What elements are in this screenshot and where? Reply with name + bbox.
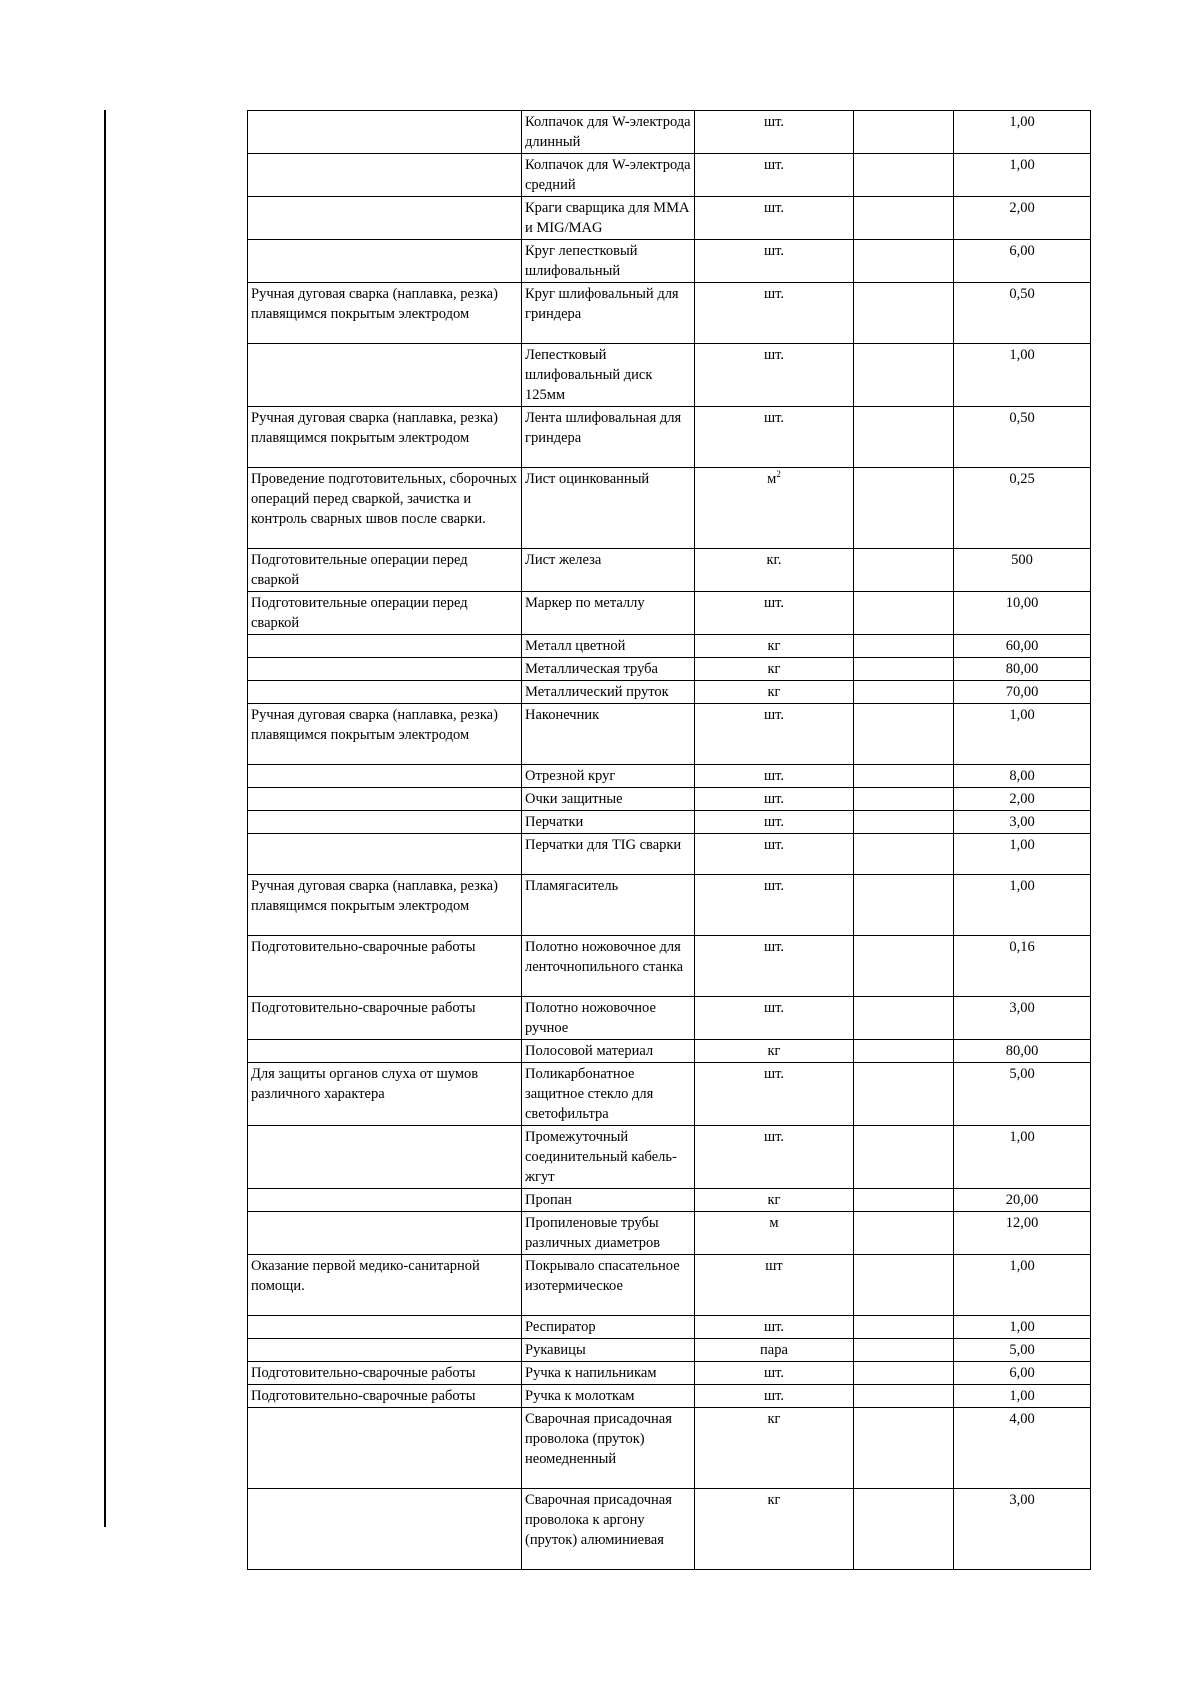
material-name-cell: Лист оцинкованный (522, 468, 695, 549)
table-row (248, 681, 1091, 704)
unit-cell (695, 154, 854, 197)
quantity-cell: 10,00 (954, 592, 1091, 635)
quantity-cell: 1,00 (954, 111, 1091, 154)
unit-superscript: 2 (776, 469, 781, 480)
material-name-cell: Краги сварщика для MMA и MIG/MAG (522, 197, 695, 240)
quantity-cell: 1,00 (954, 1385, 1091, 1408)
unit-cell (695, 1126, 854, 1189)
unit-cell (695, 1212, 854, 1255)
material-name-cell: Пропиленовые трубы различных диаметров (522, 1212, 695, 1255)
unit-label: кг (767, 1411, 781, 1427)
unit-label: шт. (763, 157, 785, 173)
work-type-cell (248, 1339, 522, 1362)
material-name-cell: Круг лепестковый шлифовальный (522, 240, 695, 283)
unit-cell (695, 1063, 854, 1126)
material-name-cell: Поликарбонатное защитное стекло для светофильтра (522, 1063, 695, 1126)
unit-label: шт. (763, 1365, 785, 1381)
unit-label: шт. (763, 837, 785, 853)
empty-cell (854, 407, 954, 468)
empty-cell (854, 765, 954, 788)
table-row (248, 240, 1091, 283)
unit-cell (695, 936, 854, 997)
empty-cell (854, 1408, 954, 1489)
unit-label: шт. (763, 814, 785, 830)
quantity-cell: 0,50 (954, 283, 1091, 344)
empty-cell (854, 283, 954, 344)
table-row (248, 936, 1091, 997)
quantity-cell: 1,00 (954, 875, 1091, 936)
quantity-cell: 3,00 (954, 1489, 1091, 1570)
unit-label: шт. (763, 707, 785, 723)
unit-cell (695, 1189, 854, 1212)
unit-label: шт. (763, 1319, 785, 1335)
quantity-cell: 1,00 (954, 704, 1091, 765)
work-type-cell (248, 811, 522, 834)
quantity-cell: 5,00 (954, 1063, 1091, 1126)
quantity-cell: 12,00 (954, 1212, 1091, 1255)
quantity-cell: 4,00 (954, 1408, 1091, 1489)
table-row (248, 549, 1091, 592)
table-row (248, 197, 1091, 240)
unit-cell (695, 468, 854, 549)
unit-label: кг (767, 1043, 781, 1059)
quantity-cell: 20,00 (954, 1189, 1091, 1212)
unit-cell (695, 658, 854, 681)
work-type-cell (248, 154, 522, 197)
empty-cell (854, 635, 954, 658)
unit-label: шт. (763, 286, 785, 302)
table-row (248, 468, 1091, 549)
work-type-cell (248, 635, 522, 658)
material-name-cell: Промежуточный соединительный кабель-жгут (522, 1126, 695, 1189)
unit-label: шт. (763, 114, 785, 130)
materials-table (247, 110, 1091, 1570)
quantity-cell: 2,00 (954, 788, 1091, 811)
empty-cell (854, 1255, 954, 1316)
work-type-cell: Проведение подготовительных, сборочных операций перед сваркой, зачистка и контроль сварных швов после сварки. (248, 468, 522, 549)
work-type-cell: Ручная дуговая сварка (наплавка, резка) плавящимся покрытым электродом (248, 704, 522, 765)
material-name-cell: Колпачок для W-электрода длинный (522, 111, 695, 154)
material-name-cell: Колпачок для W-электрода средний (522, 154, 695, 197)
quantity-cell: 3,00 (954, 811, 1091, 834)
table-row (248, 592, 1091, 635)
material-name-cell: Лист железа (522, 549, 695, 592)
quantity-cell: 1,00 (954, 834, 1091, 875)
work-type-cell: Подготовительно-сварочные работы (248, 936, 522, 997)
empty-cell (854, 197, 954, 240)
unit-cell (695, 834, 854, 875)
empty-cell (854, 788, 954, 811)
material-name-cell: Респиратор (522, 1316, 695, 1339)
unit-cell (695, 1362, 854, 1385)
empty-cell (854, 1489, 954, 1570)
work-type-cell (248, 111, 522, 154)
work-type-cell (248, 197, 522, 240)
work-type-cell (248, 1189, 522, 1212)
material-name-cell: Пропан (522, 1189, 695, 1212)
empty-cell (854, 549, 954, 592)
work-type-cell: Оказание первой медико-санитарной помощи. (248, 1255, 522, 1316)
empty-cell (854, 1063, 954, 1126)
work-type-cell (248, 240, 522, 283)
table-row (248, 407, 1091, 468)
work-type-cell (248, 658, 522, 681)
table-row (248, 788, 1091, 811)
unit-cell (695, 283, 854, 344)
table-row (248, 1212, 1091, 1255)
empty-cell (854, 704, 954, 765)
material-name-cell: Лепестковый шлифовальный диск 125мм (522, 344, 695, 407)
unit-cell (695, 765, 854, 788)
table-row (248, 154, 1091, 197)
quantity-cell: 1,00 (954, 1126, 1091, 1189)
table-row (248, 635, 1091, 658)
material-name-cell: Очки защитные (522, 788, 695, 811)
unit-cell (695, 1339, 854, 1362)
unit-label: шт. (763, 243, 785, 259)
empty-cell (854, 468, 954, 549)
table-row (248, 997, 1091, 1040)
material-name-cell: Сварочная присадочная проволока к аргону (пруток) алюминиевая (522, 1489, 695, 1570)
unit-label: кг (767, 661, 781, 677)
unit-label: шт. (763, 595, 785, 611)
quantity-cell: 0,25 (954, 468, 1091, 549)
materials-table-body (248, 111, 1091, 1570)
table-row (248, 1040, 1091, 1063)
table-row (248, 834, 1091, 875)
unit-cell (695, 1385, 854, 1408)
work-type-cell: Подготовительные операции перед сваркой (248, 549, 522, 592)
unit-label: кг (767, 638, 781, 654)
unit-cell (695, 240, 854, 283)
empty-cell (854, 658, 954, 681)
work-type-cell (248, 788, 522, 811)
empty-cell (854, 240, 954, 283)
unit-cell (695, 811, 854, 834)
quantity-cell: 5,00 (954, 1339, 1091, 1362)
unit-cell (695, 1316, 854, 1339)
quantity-cell: 80,00 (954, 658, 1091, 681)
table-row (248, 283, 1091, 344)
unit-cell (695, 681, 854, 704)
work-type-cell (248, 1408, 522, 1489)
table-row (248, 811, 1091, 834)
material-name-cell: Маркер по металлу (522, 592, 695, 635)
empty-cell (854, 344, 954, 407)
quantity-cell: 500 (954, 549, 1091, 592)
table-row (248, 1255, 1091, 1316)
unit-label: кг. (766, 552, 782, 568)
table-row (248, 658, 1091, 681)
material-name-cell: Металлический пруток (522, 681, 695, 704)
quantity-cell: 1,00 (954, 1316, 1091, 1339)
material-name-cell: Круг шлифовальный для гриндера (522, 283, 695, 344)
empty-cell (854, 997, 954, 1040)
quantity-cell: 80,00 (954, 1040, 1091, 1063)
material-name-cell: Покрывало спасательное изотермическое (522, 1255, 695, 1316)
work-type-cell: Подготовительные операции перед сваркой (248, 592, 522, 635)
unit-label: шт. (763, 939, 785, 955)
empty-cell (854, 1189, 954, 1212)
unit-label: шт. (763, 1388, 785, 1404)
unit-label: м (767, 471, 777, 487)
material-name-cell: Ручка к напильникам (522, 1362, 695, 1385)
work-type-cell: Ручная дуговая сварка (наплавка, резка) плавящимся покрытым электродом (248, 283, 522, 344)
unit-cell (695, 111, 854, 154)
unit-cell (695, 1040, 854, 1063)
unit-cell (695, 549, 854, 592)
unit-cell (695, 1255, 854, 1316)
unit-cell (695, 1489, 854, 1570)
unit-label: шт. (763, 1000, 785, 1016)
empty-cell (854, 834, 954, 875)
work-type-cell (248, 1040, 522, 1063)
unit-label: шт. (763, 878, 785, 894)
empty-cell (854, 936, 954, 997)
empty-cell (854, 111, 954, 154)
table-row (248, 1362, 1091, 1385)
table-row (248, 704, 1091, 765)
quantity-cell: 6,00 (954, 1362, 1091, 1385)
quantity-cell: 1,00 (954, 154, 1091, 197)
empty-cell (854, 1040, 954, 1063)
quantity-cell: 3,00 (954, 997, 1091, 1040)
unit-label: шт. (763, 347, 785, 363)
table-row (248, 1316, 1091, 1339)
unit-label: шт. (763, 1066, 785, 1082)
quantity-cell: 2,00 (954, 197, 1091, 240)
quantity-cell: 1,00 (954, 344, 1091, 407)
unit-cell (695, 1408, 854, 1489)
empty-cell (854, 1126, 954, 1189)
material-name-cell: Отрезной круг (522, 765, 695, 788)
unit-label: м (769, 1215, 779, 1231)
work-type-cell: Для защиты органов слуха от шумов различного характера (248, 1063, 522, 1126)
work-type-cell: Ручная дуговая сварка (наплавка, резка) плавящимся покрытым электродом (248, 407, 522, 468)
unit-label: шт. (763, 768, 785, 784)
unit-cell (695, 997, 854, 1040)
empty-cell (854, 154, 954, 197)
work-type-cell (248, 1316, 522, 1339)
material-name-cell: Полосовой материал (522, 1040, 695, 1063)
unit-label: кг (767, 1492, 781, 1508)
quantity-cell: 0,16 (954, 936, 1091, 997)
material-name-cell: Наконечник (522, 704, 695, 765)
work-type-cell (248, 1212, 522, 1255)
unit-cell (695, 635, 854, 658)
empty-cell (854, 592, 954, 635)
empty-cell (854, 1339, 954, 1362)
work-type-cell: Подготовительно-сварочные работы (248, 1385, 522, 1408)
unit-label: кг (767, 1192, 781, 1208)
work-type-cell (248, 834, 522, 875)
unit-cell (695, 197, 854, 240)
material-name-cell: Металлическая труба (522, 658, 695, 681)
material-name-cell: Рукавицы (522, 1339, 695, 1362)
table-row (248, 1126, 1091, 1189)
empty-cell (854, 1385, 954, 1408)
table-row (248, 1189, 1091, 1212)
table-row (248, 765, 1091, 788)
work-type-cell (248, 1126, 522, 1189)
work-type-cell (248, 344, 522, 407)
material-name-cell: Перчатки (522, 811, 695, 834)
quantity-cell: 60,00 (954, 635, 1091, 658)
work-type-cell: Подготовительно-сварочные работы (248, 1362, 522, 1385)
left-margin-rule (104, 110, 106, 1527)
table-row (248, 344, 1091, 407)
table-row (248, 1339, 1091, 1362)
material-name-cell: Перчатки для TIG сварки (522, 834, 695, 875)
material-name-cell: Полотно ножовочное для ленточнопильного станка (522, 936, 695, 997)
unit-label: шт. (763, 791, 785, 807)
work-type-cell (248, 765, 522, 788)
material-name-cell: Ручка к молоткам (522, 1385, 695, 1408)
material-name-cell: Сварочная присадочная проволока (пруток) неомедненный (522, 1408, 695, 1489)
work-type-cell (248, 1489, 522, 1570)
quantity-cell: 0,50 (954, 407, 1091, 468)
work-type-cell: Ручная дуговая сварка (наплавка, резка) плавящимся покрытым электродом (248, 875, 522, 936)
table-row (248, 1063, 1091, 1126)
unit-label: кг (767, 684, 781, 700)
empty-cell (854, 811, 954, 834)
work-type-cell: Подготовительно-сварочные работы (248, 997, 522, 1040)
unit-label: пара (760, 1342, 788, 1358)
quantity-cell: 8,00 (954, 765, 1091, 788)
unit-cell (695, 788, 854, 811)
material-name-cell: Пламягаситель (522, 875, 695, 936)
unit-label: шт (765, 1258, 783, 1274)
table-row (248, 1408, 1091, 1489)
empty-cell (854, 1212, 954, 1255)
unit-label: шт. (763, 410, 785, 426)
empty-cell (854, 1316, 954, 1339)
quantity-cell: 70,00 (954, 681, 1091, 704)
material-name-cell: Металл цветной (522, 635, 695, 658)
empty-cell (854, 681, 954, 704)
work-type-cell (248, 681, 522, 704)
unit-label: шт. (763, 1129, 785, 1145)
table-row (248, 875, 1091, 936)
empty-cell (854, 875, 954, 936)
material-name-cell: Лента шлифовальная для гриндера (522, 407, 695, 468)
unit-cell (695, 704, 854, 765)
unit-label: шт. (763, 200, 785, 216)
unit-cell (695, 592, 854, 635)
unit-cell (695, 344, 854, 407)
unit-cell (695, 875, 854, 936)
quantity-cell: 1,00 (954, 1255, 1091, 1316)
table-row (248, 1489, 1091, 1570)
quantity-cell: 6,00 (954, 240, 1091, 283)
table-row (248, 111, 1091, 154)
material-name-cell: Полотно ножовочное ручное (522, 997, 695, 1040)
empty-cell (854, 1362, 954, 1385)
table-row (248, 1385, 1091, 1408)
unit-cell (695, 407, 854, 468)
